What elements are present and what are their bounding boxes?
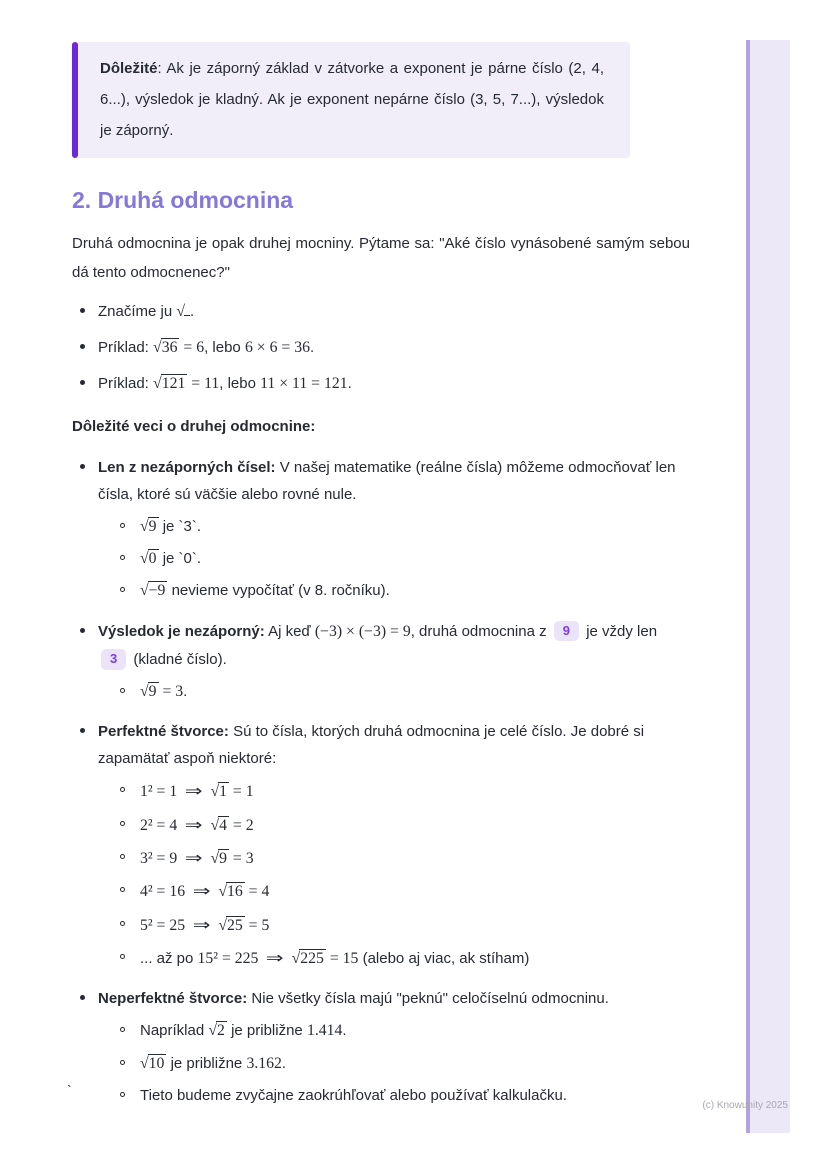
sub-list-item: [98, 844, 690, 873]
math-expression: 1.414: [306, 1022, 343, 1040]
text-segment: (alebo aj viac, ak stíham): [358, 949, 530, 967]
subheading: Dôležité veci o druhej odmocnine:: [72, 417, 316, 435]
sqrt-expression: [153, 375, 187, 392]
radical-sign-icon: √: [291, 949, 300, 967]
implies-arrow-icon: ⇒: [192, 881, 211, 901]
bold-text: Neperfektné štvorce:: [98, 990, 248, 1008]
list-item-text: [140, 683, 187, 700]
radical-sign-icon: √: [140, 517, 148, 535]
circle-bullet-icon: [120, 1092, 125, 1097]
math-expression: = 3: [158, 682, 184, 700]
sqrt-expression: [140, 1055, 166, 1072]
text-segment: , druhá odmocnina z: [410, 622, 551, 640]
sqrt-expression: [218, 917, 244, 934]
math-expression: 1² = 1: [140, 783, 178, 801]
circle-bullet-icon: [120, 887, 125, 892]
sub-list: [98, 678, 690, 706]
list-item-text: [140, 1087, 567, 1104]
radicand: 0: [148, 549, 157, 567]
list-item-text: [98, 339, 314, 356]
text-segment: Príklad:: [98, 338, 154, 356]
bullet-icon: [80, 728, 85, 733]
list-item-text: [140, 550, 201, 567]
math-expression: 5² = 25: [140, 916, 186, 934]
list-item: [72, 718, 690, 973]
document-page: [72, 42, 690, 1123]
text-segment: Príklad:: [98, 375, 154, 393]
radical-sign-icon: √: [218, 916, 226, 934]
text-segment: .: [183, 682, 188, 700]
list-item-text: [98, 623, 657, 668]
list-item-text: [140, 947, 530, 967]
math-expression: (−3) × (−3) = 9: [314, 622, 411, 640]
radicand: 9: [148, 682, 157, 700]
stray-backtick: `: [67, 1082, 72, 1098]
footer-credit: (c) Knowunity 2025: [702, 1100, 788, 1111]
circle-bullet-icon: [120, 954, 125, 959]
radical-sign-icon: √: [176, 302, 185, 320]
callout-body: : Ak je záporný základ v zátvorke a exponent je párne číslo (2, 4, 6...), výsledok je kladný. Ak je exponent nepárne číslo (3, 5, 7...), výsledok je záporný.: [100, 60, 604, 139]
list-item: [72, 334, 690, 362]
text-segment: , lebo: [219, 375, 261, 393]
implies-arrow-icon: ⇒: [266, 947, 284, 967]
text-segment: je približne: [226, 1022, 307, 1040]
text-segment: Nie všetky čísla majú "peknú" celočíselnú odmocninu.: [247, 990, 609, 1008]
inline-code-chip: 9: [554, 621, 579, 642]
text-segment: Aj keď: [264, 622, 315, 640]
sqrt-expression: [140, 518, 159, 535]
implies-arrow-icon: ⇒: [184, 781, 203, 801]
list-item: [72, 454, 690, 606]
bullet-icon: [80, 344, 85, 349]
circle-bullet-icon: [120, 821, 125, 826]
text-segment: je `3`.: [158, 517, 202, 535]
sqrt-expression: [153, 339, 179, 356]
bullet-icon: [80, 995, 85, 1000]
sub-list-item: [98, 545, 690, 573]
list-item-text: [140, 1055, 286, 1072]
radical-sign-icon: √: [153, 338, 161, 356]
math-expression: 2² = 4: [140, 816, 178, 834]
implies-arrow-icon: ⇒: [184, 814, 203, 834]
sqrt-expression: [218, 883, 244, 900]
text-segment: nevieme vypočítať (v 8. ročníku).: [167, 582, 390, 600]
text-segment: (kladné číslo).: [129, 650, 227, 668]
sqrt-expression: [140, 582, 167, 599]
sqrt-expression: [210, 817, 229, 834]
list-item-text: [140, 814, 254, 834]
radical-sign-icon: √: [140, 582, 148, 600]
list-item-text: [140, 518, 201, 535]
text-segment: .: [281, 1054, 287, 1072]
inline-code-chip: 3: [101, 649, 126, 670]
sub-list-item: [98, 513, 690, 541]
radicand: 1: [219, 783, 227, 801]
radicand: 4: [219, 816, 227, 834]
topics-list: [72, 454, 690, 1109]
sub-list-item: [98, 777, 690, 806]
list-item-text: [98, 303, 194, 320]
sub-list-item: [98, 877, 690, 906]
radical-sign-icon: √: [153, 375, 161, 393]
math-expression: = 3: [228, 849, 254, 867]
radicand: 36: [161, 338, 178, 356]
sub-list-item: [98, 1050, 690, 1078]
sub-list-item: [98, 1082, 690, 1109]
text-segment: ... až po: [140, 949, 198, 967]
important-callout: [72, 42, 630, 158]
sub-list: [98, 1017, 690, 1109]
radical-sign-icon: √: [210, 816, 219, 834]
math-expression: = 4: [244, 883, 270, 901]
text-segment: .: [347, 375, 352, 393]
circle-bullet-icon: [120, 921, 125, 926]
bold-text: Len z nezáporných čísel:: [98, 458, 276, 476]
sub-list-item: [98, 944, 690, 973]
section-heading: 2. Druhá odmocnina: [72, 187, 294, 214]
radical-sign-icon: √: [140, 1054, 148, 1072]
radicand: 2: [217, 1022, 225, 1040]
circle-bullet-icon: [120, 1060, 125, 1065]
radicand: 9: [148, 517, 157, 535]
list-item-text: [140, 883, 269, 900]
radicand: 10: [148, 1054, 165, 1072]
text-segment: V našej matematike (reálne čísla) môžeme odmocňovať len čísla, ktoré sú väčšie alebo rovné nule.: [98, 458, 676, 503]
math-expression: 4² = 16: [140, 883, 186, 901]
implies-arrow-icon: ⇒: [192, 914, 211, 934]
examples-list: [72, 298, 690, 399]
callout-paragraph: [100, 54, 604, 146]
math-expression: = 6: [179, 338, 205, 356]
sqrt-expression: [208, 1022, 227, 1039]
list-item-text: [140, 582, 390, 599]
bullet-icon: [80, 380, 85, 385]
sqrt-expression: [210, 850, 229, 867]
sqrt-expression: [210, 783, 229, 800]
math-expression: = 5: [244, 916, 270, 934]
sub-list-item: [98, 911, 690, 940]
text-segment: Tieto budeme zvyčajne zaokrúhľovať alebo používať kalkulačku.: [140, 1087, 567, 1104]
radicand: 225: [300, 949, 324, 967]
radicand: 9: [219, 849, 227, 867]
list-item-text: [140, 783, 254, 800]
list-item: [72, 985, 690, 1109]
circle-bullet-icon: [120, 523, 125, 528]
math-expression: = 1: [228, 783, 254, 801]
text-segment: Značíme ju: [98, 302, 177, 320]
bullet-icon: [80, 464, 85, 469]
radicand: 16: [226, 883, 243, 901]
radical-sign-icon: √: [140, 682, 148, 700]
list-item-text: [98, 990, 609, 1007]
right-page-strip[interactable]: [746, 40, 790, 1133]
sqrt-expression: [140, 550, 159, 567]
radicand: −9: [148, 582, 166, 600]
intro-paragraph: Druhá odmocnina je opak druhej mocniny. Pýtame sa: "Aké číslo vynásobené samým sebou dá tento odmocnenec?": [72, 235, 690, 282]
callout-label: Dôležité: [100, 60, 158, 77]
radical-sign-icon: √: [140, 549, 148, 567]
radicand: 25: [226, 916, 243, 934]
circle-bullet-icon: [120, 587, 125, 592]
callout-accent-bar: [72, 42, 78, 158]
math-expression: 11 × 11 = 121: [260, 375, 348, 393]
radical-sign-icon: √: [210, 783, 219, 801]
sub-list-item: [98, 678, 690, 706]
sqrt-expression: [292, 950, 326, 967]
sqrt-expression: [176, 303, 190, 320]
radical-sign-icon: √: [218, 883, 226, 901]
text-segment: .: [342, 1022, 347, 1040]
text-segment: Sú to čísla, ktorých druhá odmocnina je celé číslo. Je dobré si zapamätať aspoň niektoré:: [98, 723, 645, 768]
bullet-icon: [80, 628, 85, 633]
list-item-text: [140, 914, 270, 934]
math-expression: 3² = 9: [140, 849, 178, 867]
text-segment: je približne: [166, 1054, 247, 1072]
text-segment: Napríklad: [140, 1022, 209, 1040]
circle-bullet-icon: [120, 555, 125, 560]
math-expression: 3.162: [246, 1054, 282, 1072]
list-item-text: [98, 459, 676, 503]
list-item: [72, 618, 690, 707]
bullet-icon: [80, 308, 85, 313]
text-segment: je `0`.: [158, 549, 202, 567]
sub-list-item: [98, 577, 690, 605]
list-item-text: [140, 1022, 347, 1039]
bold-text: Výsledok je nezáporný:: [98, 622, 265, 640]
text-segment: je vždy len: [582, 622, 658, 640]
text-segment: .: [309, 338, 315, 356]
bold-text: Perfektné štvorce:: [98, 723, 229, 741]
sub-list-item: [98, 811, 690, 840]
radical-sign-icon: √: [208, 1022, 217, 1040]
math-expression: = 11: [187, 375, 220, 393]
sub-list: [98, 513, 690, 606]
math-expression: 15² = 225: [197, 949, 259, 967]
math-expression: = 2: [228, 816, 254, 834]
radical-sign-icon: √: [210, 849, 219, 867]
list-item: [72, 298, 690, 326]
text-segment: .: [190, 302, 195, 320]
list-item-text: [98, 723, 644, 767]
circle-bullet-icon: [120, 787, 125, 792]
sub-list-item: [98, 1017, 690, 1045]
circle-bullet-icon: [120, 854, 125, 859]
radicand: 121: [161, 375, 186, 393]
math-expression: 6 × 6 = 36: [244, 338, 310, 356]
circle-bullet-icon: [120, 1027, 125, 1032]
sub-list: [98, 777, 690, 973]
list-item-text: [140, 847, 254, 867]
list-item-text: [98, 375, 352, 392]
math-expression: = 15: [325, 949, 359, 967]
text-segment: , lebo: [204, 338, 245, 356]
list-item: [72, 370, 690, 398]
implies-arrow-icon: ⇒: [184, 847, 203, 867]
sqrt-expression: [140, 683, 159, 700]
circle-bullet-icon: [120, 688, 125, 693]
